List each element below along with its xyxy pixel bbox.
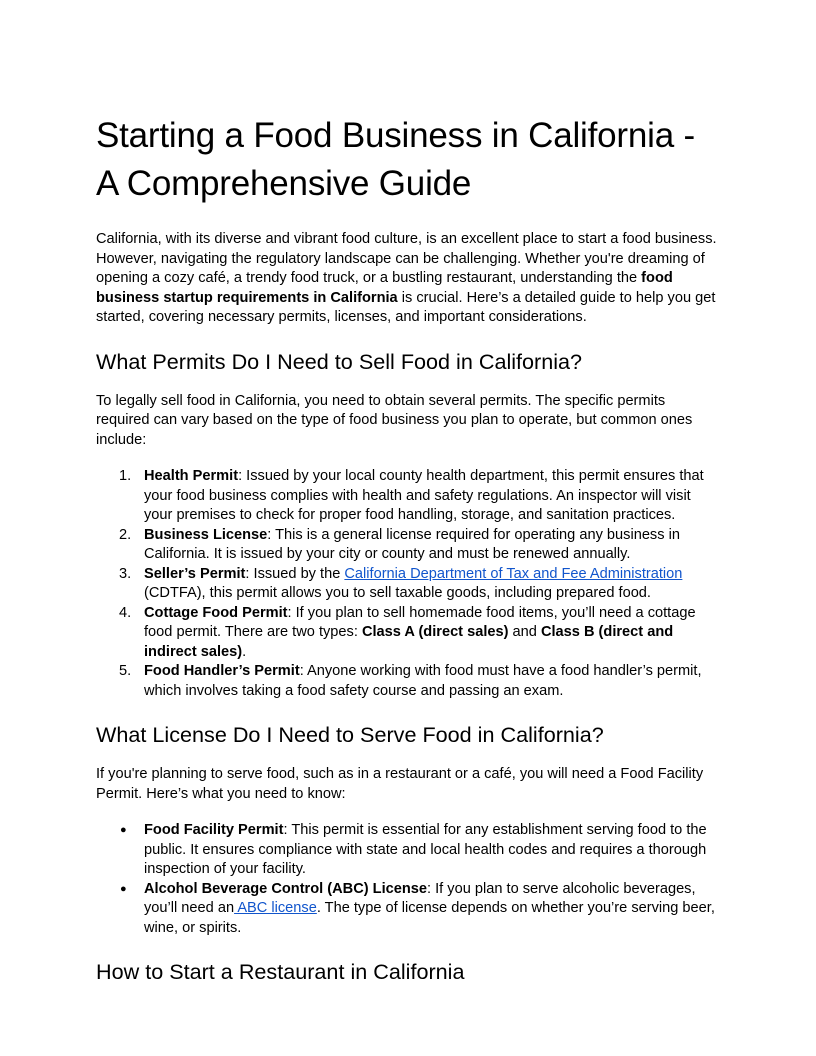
permits-list: [96, 467, 722, 701]
section-body-permits: To legally sell food in California, you need to obtain several permits. The specific permits required can vary based on the type of food business you plan to operate, but common ones include:: [96, 392, 693, 448]
intro-bold: food business startup requirements in California: [96, 270, 673, 306]
item-text: . The type of license depends on whether you’re serving beer, wine, or spirits.: [144, 900, 715, 936]
item-text: : Issued by the: [245, 565, 345, 582]
item-title: Food Handler’s Permit: [144, 663, 300, 679]
item-title: Cottage Food Permit: [144, 604, 288, 621]
item-bold: Class A (direct sales): [361, 624, 509, 640]
bullet-icon: ●: [120, 824, 127, 836]
intro-text-2: is crucial. Here’s a detailed guide to help you get started, covering necessary permits, licenses, and important considerations.: [96, 289, 716, 325]
item-text: (CDTFA), this permit allows you to sell taxable goods, including prepared food.: [144, 585, 651, 601]
list-item: [96, 821, 722, 880]
section-heading-permits: What Permits Do I Need to Sell Food in California?: [96, 348, 583, 374]
item-text: : If you plan to serve alcoholic beverages, you’ll need an: [144, 880, 696, 916]
section-heading-restaurant: How to Start a Restaurant in California: [96, 959, 465, 984]
item-text: : This permit is essential for any establishment serving food to the public. It ensures compliance with state and local health codes and requires a thorough inspection of your facility.: [144, 822, 707, 877]
list-number: 5.: [119, 663, 132, 679]
list-item: [96, 662, 722, 701]
item-text: : If you plan to sell homemade food items, you’ll need a cottage food permit. There are two types:: [144, 604, 696, 640]
list-item: [96, 467, 722, 526]
list-number: 1.: [119, 468, 132, 484]
bullet-icon: ●: [120, 882, 127, 895]
item-text: : Anyone working with food must have a food handler’s permit, which involves taking a food safety course and passing an exam.: [144, 663, 702, 699]
license-list: [96, 821, 722, 938]
item-title: Food Facility Permit: [144, 822, 284, 838]
item-title: Alcohol Beverage Control (ABC) License: [144, 880, 428, 897]
abc-license-link[interactable]: ABC license: [234, 900, 317, 916]
list-number: 3.: [119, 565, 132, 582]
intro-paragraph: [96, 230, 722, 328]
cdtfa-link[interactable]: California Department of Tax and Fee Administration: [344, 565, 683, 582]
item-bold: Class B (direct and indirect sales): [144, 624, 674, 660]
page-title: Starting a Food Business in California - A Comprehensive Guide: [96, 116, 695, 203]
item-title: Business License: [144, 526, 268, 543]
document-content: [96, 112, 722, 986]
list-number: 2.: [119, 526, 132, 543]
section-body-license: If you're planning to serve food, such as in a restaurant or a café, you will need a Food Facility Permit. Here’s what you need to know:: [96, 766, 704, 802]
item-text: and: [508, 624, 541, 640]
item-title: Seller’s Permit: [144, 565, 246, 582]
list-item: [96, 526, 722, 565]
section-heading-license: What License Do I Need to Serve Food in California?: [96, 722, 604, 747]
intro-text-1: California, with its diverse and vibrant food culture, is an excellent place to start a food business. However, navigating the regulatory landscape can be challenging. Whether you're dreaming of opening a cozy café, a trendy food truck, or a bustling restaurant, understanding the: [96, 231, 717, 286]
list-item: [96, 880, 722, 939]
item-text: : This is a general license required for operating any business in California. It is issued by your city or county and must be renewed annually.: [144, 526, 680, 562]
item-text: .: [242, 643, 247, 660]
list-item: [96, 565, 722, 604]
list-item: [96, 604, 722, 663]
list-number: 4.: [119, 604, 132, 621]
item-text: : Issued by your local county health department, this permit ensures that your food business complies with health and safety regulations. An inspector will visit your premises to check for proper food handling, storage, and sanitation practices.: [144, 468, 704, 523]
item-title: Health Permit: [144, 468, 239, 484]
